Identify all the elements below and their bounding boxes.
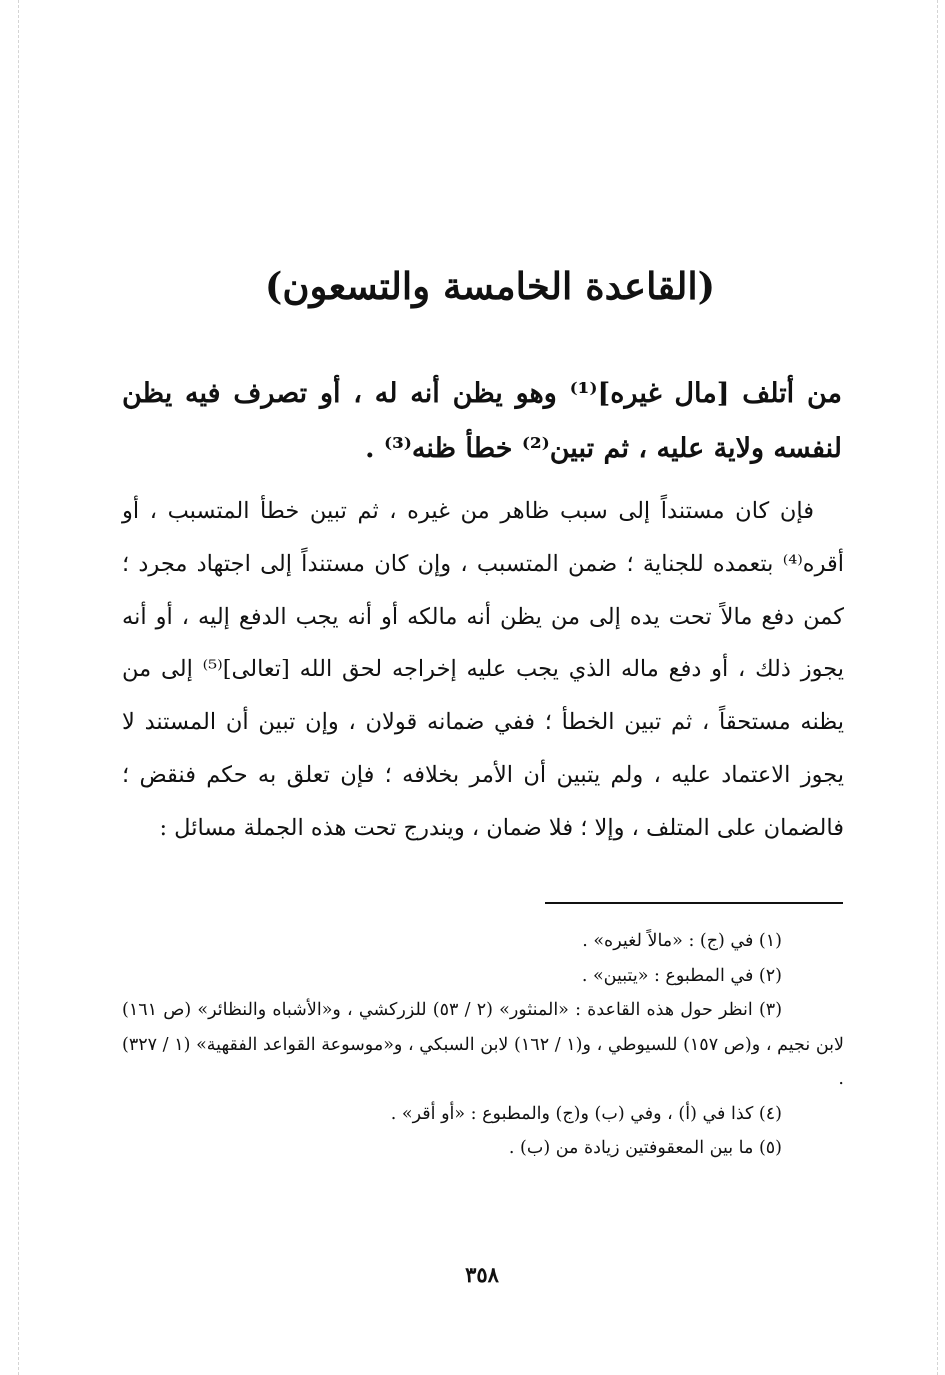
footnote-5: (٥) ما بين المعقوفتين زيادة من (ب) . bbox=[508, 1138, 782, 1158]
rule-heading: (القاعدة الخامسة والتسعون) bbox=[264, 264, 716, 308]
scan-margin-line-right bbox=[937, 0, 938, 1375]
rule-statement: من أتلف [مال غيره]⁽¹⁾ وهو يظن أنه له ، أو تصرف فيه يظن لنفسه ولاية عليه ، ثم تبين⁽²⁾ خطأ ظنه⁽³⁾ . bbox=[122, 378, 842, 464]
footnote-separator bbox=[545, 902, 843, 904]
footnote-1: (١) في (ج) : «مالاً لغيره» . bbox=[582, 931, 782, 951]
scan-margin-line-left bbox=[18, 0, 19, 1375]
page-number: ٣٥٨ bbox=[465, 1262, 499, 1287]
footnote-3: (٣) انظر حول هذه القاعدة : «المنثور» (٢ / ٥٣) للزركشي ، و«الأشباه والنظائر» (ص ١٦١) لابن نجيم ، و(ص ١٥٧) للسيوطي ، و(١ / ١٦٢) لابن السبكي ، و«موسوعة القواعد الفقهية» (١ / ٣٢٧) . bbox=[122, 1000, 844, 1089]
footnote-2: (٢) في المطبوع : «يتبين» . bbox=[581, 965, 782, 986]
rule-explanation: فإن كان مستنداً إلى سبب ظاهر من غيره ، ثم تبين خطأ المتسبب ، أو أقره⁽⁴⁾ بتعمده للجناية ؛ ضمن المتسبب ، وإن كان مستنداً إلى اجتهاد مجرد ؛ كمن دفع مالاً تحت يده إلى من يظن أنه مالكه أو أنه يجب الدفع إليه ، أو أنه يجوز ذلك ، أو دفع ماله الذي يجب عليه إخراجه لحق الله [تعالى]⁽⁵⁾ إلى من يظنه مستحقاً ، ثم تبين الخطأ ؛ ففي ضمانه قولان ، وإن تبين أن المستند لا يجوز الاعتماد عليه ، ولم يتبين أن الأمر بخلافه ؛ فإن تعلق به حكم فنقض ؛ فالضمان على المتلف ، وإلا ؛ فلا ضمان ، ويندرج تحت هذه الجملة مسائل : bbox=[122, 498, 844, 841]
footnotes bbox=[122, 924, 844, 1166]
footnote-4: (٤) كذا في (أ) ، وفي (ب) و(ج) والمطبوع : «أو أقر» . bbox=[390, 1103, 782, 1124]
